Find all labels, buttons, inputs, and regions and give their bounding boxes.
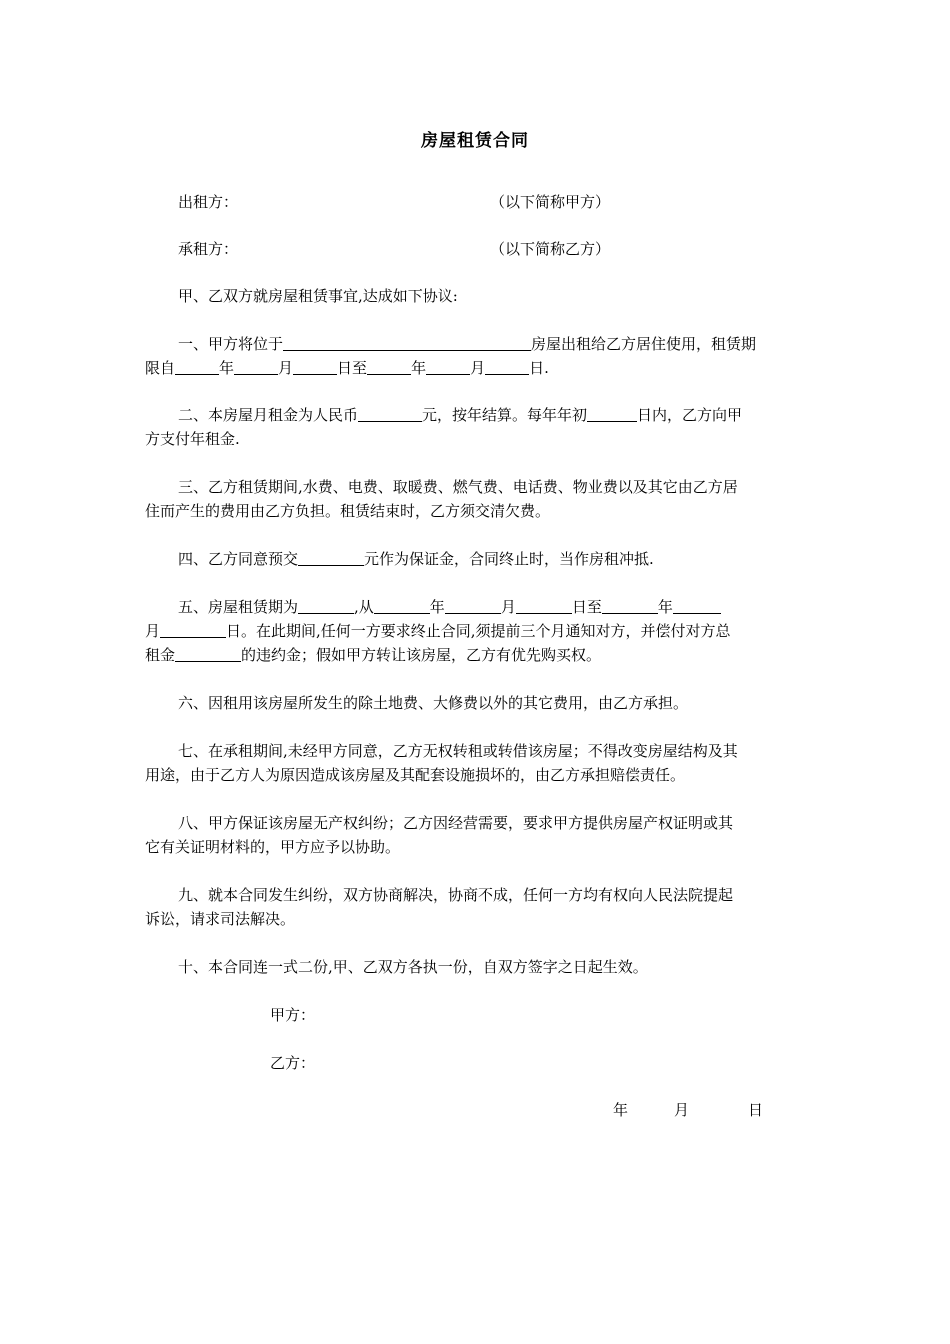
lessee-note: （以下简称乙方） — [490, 240, 611, 258]
to-month-blank-a — [673, 598, 721, 614]
from-day-blank — [516, 598, 572, 614]
clause-1-line-1 — [178, 333, 756, 354]
clause-4-line — [178, 548, 654, 569]
signature-party-b: 乙方： — [270, 1054, 316, 1072]
clause-7-line-2: 用途，由于乙方人为原因造成该房屋及其配套设施损坏的，由乙方承担赔偿责任。 — [145, 766, 686, 784]
signature-party-a: 甲方： — [270, 1006, 316, 1024]
clause-5-line-3 — [145, 644, 601, 665]
intro-text: 甲、乙双方就房屋租赁事宜,达成如下协议: — [178, 287, 458, 305]
monthly-rent-blank — [358, 406, 422, 422]
end-month-blank — [426, 359, 470, 375]
clause-2-text-b: 元，按年结算。每年年初 — [422, 406, 588, 424]
date-day-label: 日 — [748, 1101, 764, 1119]
end-year-blank — [367, 359, 411, 375]
clause-8-line-1: 八、甲方保证该房屋无产权纠纷；乙方因经营需要，要求甲方提供房屋产权证明或其 — [178, 814, 734, 832]
clause-1-month-1: 月 — [278, 359, 294, 377]
clause-5-month-1: 月 — [500, 598, 516, 616]
from-month-blank — [445, 598, 501, 614]
clause-3-line-2: 住而产生的费用由乙方负担。租赁结束时，乙方须交清欠费。 — [145, 502, 551, 520]
clause-5-year-1: 年 — [429, 598, 445, 616]
clause-1-text-a: 一、甲方将位于 — [178, 335, 284, 353]
clause-4-text-b: 元作为保证金，合同终止时，当作房租冲抵. — [364, 550, 654, 568]
lessor-note: （以下简称甲方） — [490, 193, 611, 211]
clause-1-day-1: 日至 — [337, 359, 368, 377]
start-month-blank — [234, 359, 278, 375]
clause-7-line-1: 七、在承租期间,未经甲方同意，乙方无权转租或转借该房屋；不得改变房屋结构及其 — [178, 742, 738, 760]
clause-5-year-2: 年 — [657, 598, 673, 616]
clause-6-line: 六、因租用该房屋所发生的除土地费、大修费以外的其它费用，由乙方承担。 — [178, 694, 689, 712]
clause-4-text-a: 四、乙方同意预交 — [178, 550, 299, 568]
from-year-blank — [374, 598, 430, 614]
date-year-label: 年 — [613, 1101, 629, 1119]
to-day-blank — [160, 622, 226, 638]
clause-2-line-2: 方支付年租金. — [145, 430, 240, 448]
clause-5-month-2: 月 — [145, 622, 161, 640]
start-year-blank — [175, 359, 219, 375]
to-year-blank — [602, 598, 658, 614]
clause-1-year-2: 年 — [411, 359, 427, 377]
clause-2-text-a: 二、本房屋月租金为人民币 — [178, 406, 359, 424]
clause-1-line-2 — [145, 357, 549, 378]
clause-2-line-1 — [178, 404, 742, 425]
end-day-blank — [485, 359, 529, 375]
penalty-blank — [175, 646, 241, 662]
clause-1-text-c: 限自 — [145, 359, 176, 377]
deposit-blank — [298, 550, 364, 566]
lease-term-blank — [298, 598, 354, 614]
clause-5-text-h: 日。在此期间,任何一方要求终止合同,须提前三个月通知对方，并偿付对方总 — [226, 622, 731, 640]
location-blank — [283, 335, 531, 351]
clause-10-line: 十、本合同连一式二份,甲、乙双方各执一份，自双方签字之日起生效。 — [178, 958, 648, 976]
clause-9-line-1: 九、就本合同发生纠纷，双方协商解决，协商不成，任何一方均有权向人民法院提起 — [178, 886, 734, 904]
clause-8-line-2: 它有关证明材料的，甲方应予以协助。 — [145, 838, 401, 856]
clause-5-line-1 — [178, 596, 721, 617]
clause-1-text-b: 房屋出租给乙方居住使用，租赁期 — [531, 335, 757, 353]
clause-5-text-j: 的违约金；假如甲方转让该房屋，乙方有优先购买权。 — [241, 646, 602, 664]
clause-5-text-a: 五、房屋租赁期为 — [178, 598, 299, 616]
clause-1-day-2: 日. — [529, 359, 549, 377]
clause-9-line-2: 诉讼，请求司法解决。 — [145, 910, 296, 928]
document-title: 房屋租赁合同 — [421, 131, 529, 151]
clause-5-day-1: 日至 — [571, 598, 602, 616]
start-day-blank — [293, 359, 337, 375]
clause-1-month-2: 月 — [470, 359, 486, 377]
payment-days-blank — [587, 406, 637, 422]
clause-1-year-1: 年 — [219, 359, 235, 377]
clause-2-text-c: 日内，乙方向甲 — [637, 406, 743, 424]
lessor-label: 出租方： — [178, 193, 239, 211]
clause-5-text-b: ,从 — [354, 598, 374, 616]
clause-5-text-i: 租金 — [145, 646, 176, 664]
lessee-label: 承租方： — [178, 240, 239, 258]
clause-5-line-2 — [145, 620, 731, 641]
clause-3-line-1: 三、乙方租赁期间,水费、电费、取暖费、燃气费、电话费、物业费以及其它由乙方居 — [178, 478, 738, 496]
date-month-label: 月 — [674, 1101, 690, 1119]
